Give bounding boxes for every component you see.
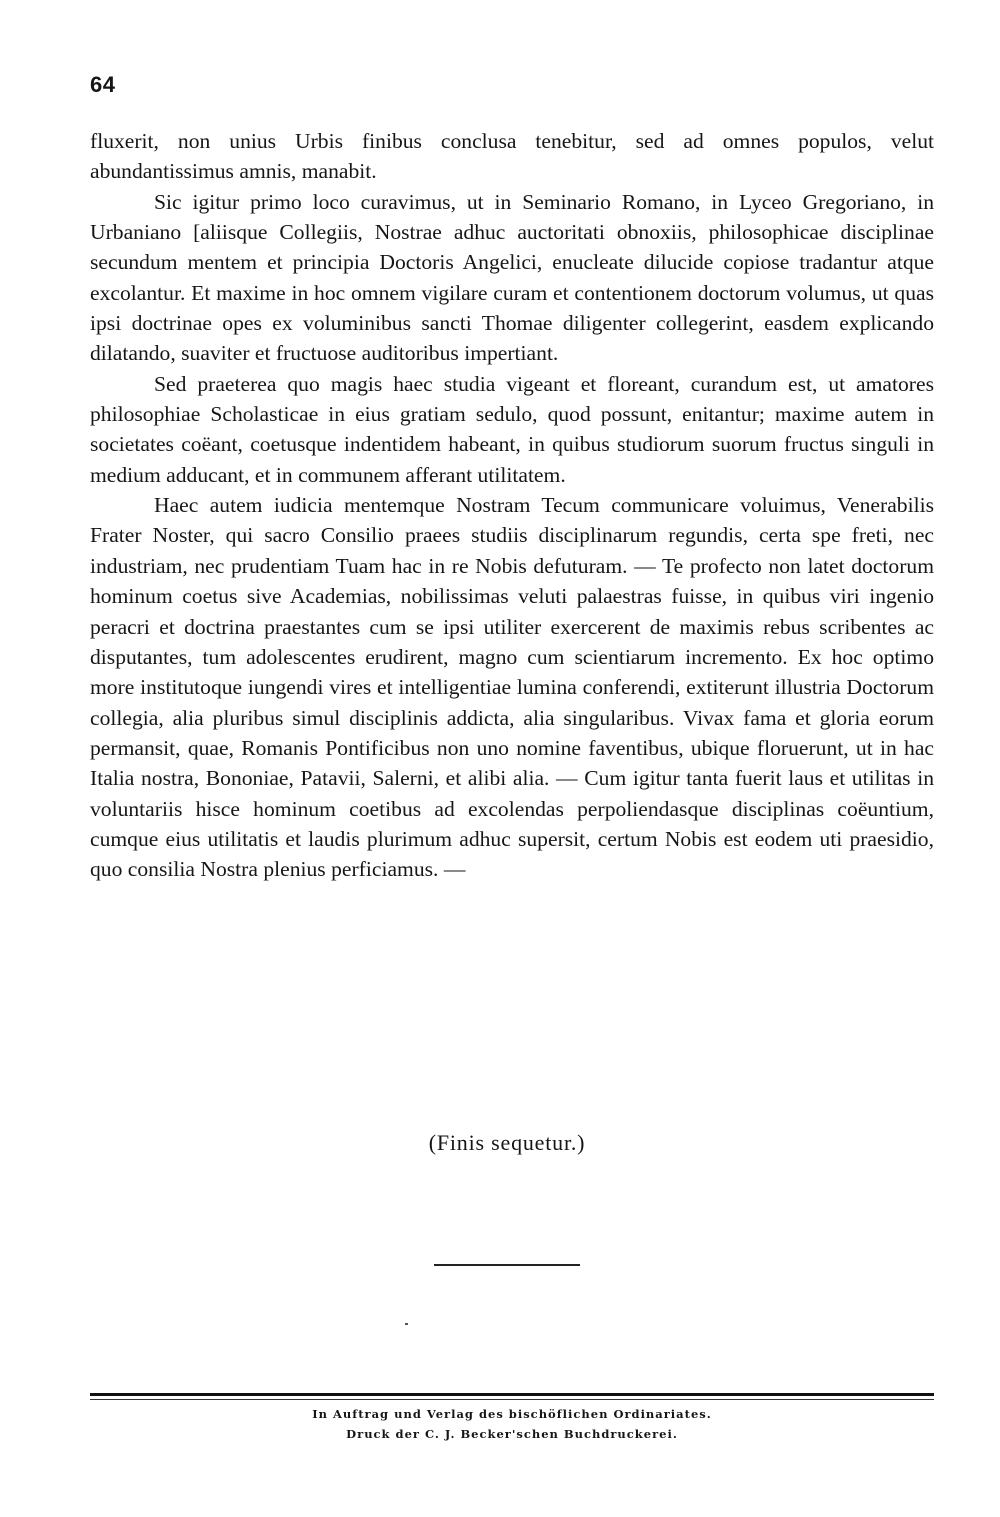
paragraph-sed-praeterea: Sed praeterea quo magis haec studia vigeant et floreant, curandum est, ut amatores philosophiae Scholasticae in eius gratiam sedulo, quod possunt, enitantur; maxime autem in societates coëant, coetusque indentidem habeant, in quibus studiorum suorum fructus singuli in medium adducant, et in communem afferant utilitatem.: [90, 371, 934, 487]
body-text: [90, 126, 934, 885]
publisher-imprint: In Auftrag und Verlag des bischöflichen Ordinariates.: [312, 1407, 712, 1421]
paragraph-haec-autem: Haec autem iudicia mentemque Nostram Tecum communicare voluimus, Venerabilis Frater Noster, qui sacro Consilio praees studiis disciplinarum regundis, certa spe freti, nec industriam, nec prudentiam Tuam hac in re Nobis defuturam. — Te profecto non latet doctorum hominum coetus sive Academias, nobilissimas veluti palaestras fuisse, in quibus viri ingenio peracri et doctrina praestantes cum se ipsi utiliter exercerent de maximis rebus scribentes ac disputantes, tum adolescentes erudirent, magno cum scientiarum incremento. Ex hoc optimo more institutoque iungendi vires et intelligentiae lumina conferendi, extiterunt illustria Doctorum collegia, alia pluribus simul disciplinis addicta, alia singularibus. Vivax fama et gloria eorum permansit, quae, Romanis Pontificibus non uno nomine faventibus, ubique floruerunt, ut in hac Italia nostra, Bononiae, Patavii, Salerni, et alibi alia. — Cum igitur tanta fuerit laus et utilitas in voluntariis hisce hominum coetibus ad excolendas perpoliendasque disciplinas coëuntium, cumque eius utilitatis et laudis plurimum adhuc supersit, certum Nobis est eodem uti praesidio, quo consilia Nostra plenius perficiamus. —: [90, 493, 934, 882]
section-divider-rule: [434, 1264, 580, 1266]
printer-imprint: Druck der C. J. Becker'schen Buchdruckerei.: [346, 1427, 678, 1441]
print-speck: [405, 1323, 408, 1325]
footer-rule-thick: [90, 1393, 934, 1396]
page-number: 64: [90, 72, 116, 97]
finis-sequetur-note: (Finis sequetur.): [428, 1130, 586, 1155]
paragraph-continuation: fluxerit, non unius Urbis finibus conclusa tenebitur, sed ad omnes populos, velut abundantissimus amnis, manabit.: [90, 129, 934, 184]
paragraph-sic-igitur: Sic igitur primo loco curavimus, ut in Seminario Romano, in Lyceo Gregoriano, in Urbaniano [aliisque Collegiis, Nostrae adhuc auctoritati obnoxiis, philosophicae disciplinae secundum mentem et principia Doctoris Angelici, enucleate dilucide copiose tradantur atque excolantur. Et maxime in hoc omnem vigilare curam et contentionem doctorum volumus, ut quas ipsi doctrinae opes ex voluminibus sancti Thomae diligenter collegerint, easdem explicando dilatando, suaviter et fructuose auditoribus impertiant.: [90, 189, 934, 366]
footer-rule-thin: [90, 1399, 934, 1400]
